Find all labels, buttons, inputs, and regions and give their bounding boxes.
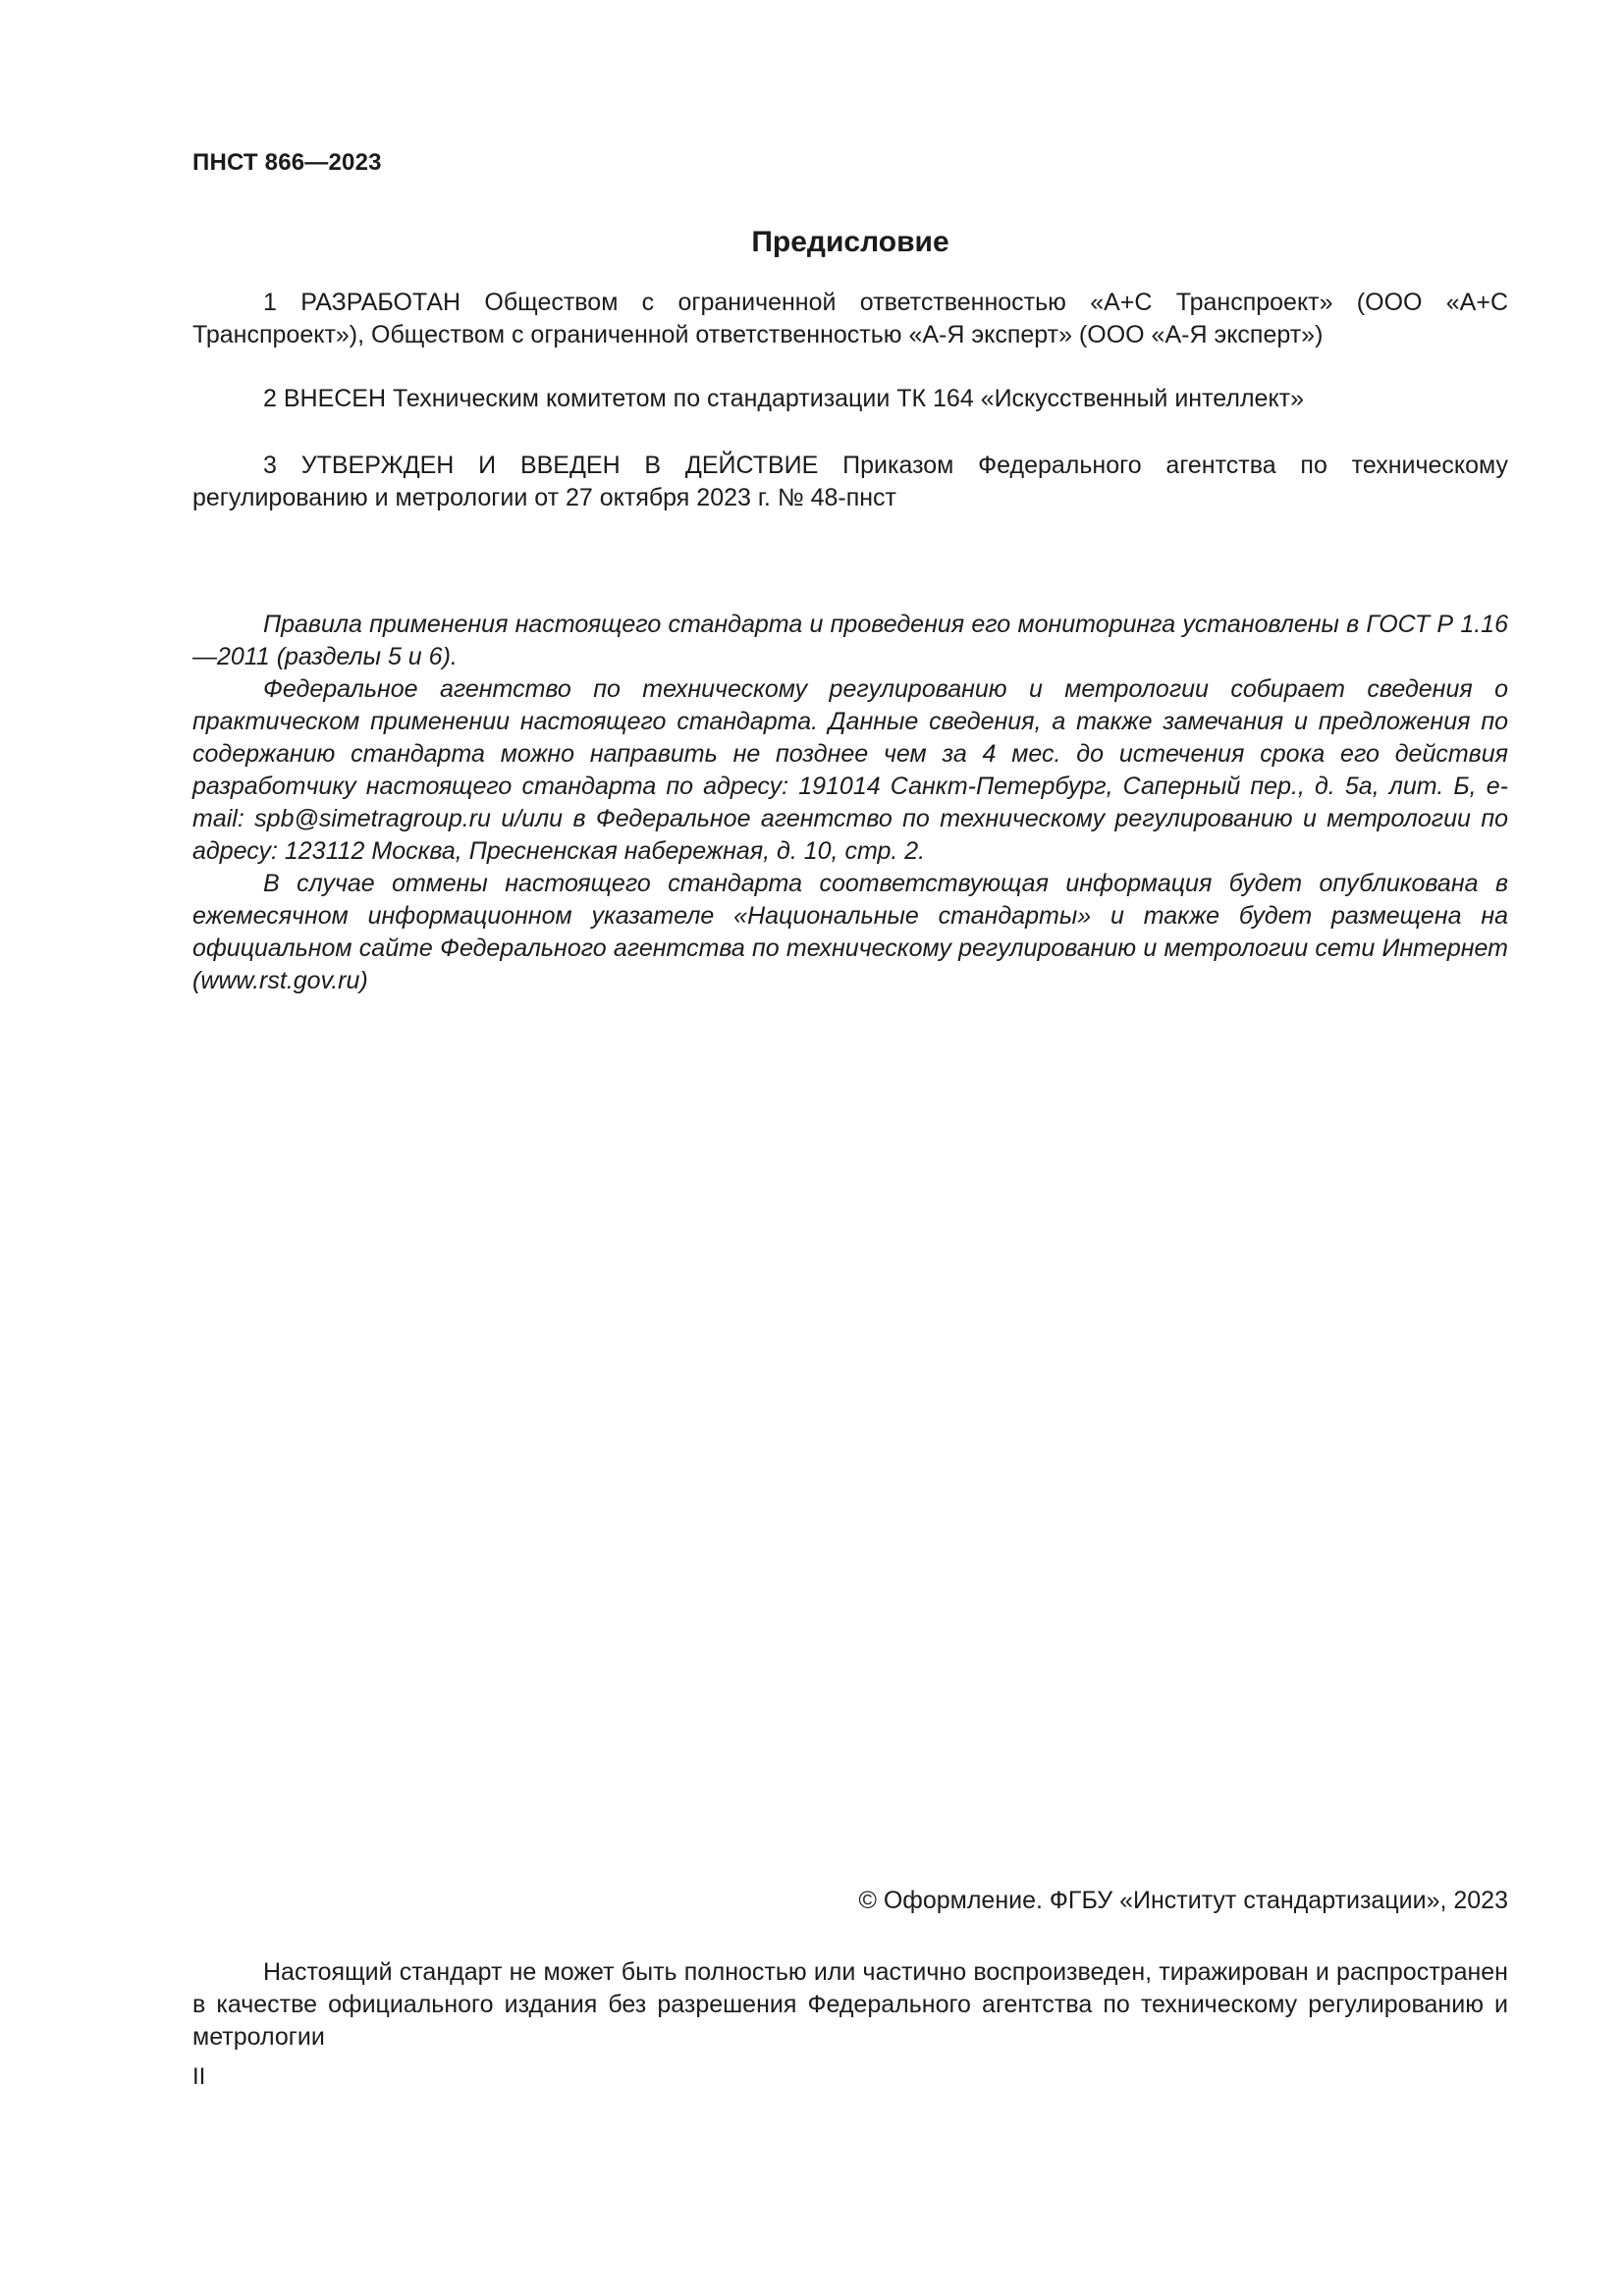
preface-item-2: 2 ВНЕСЕН Техническим комитетом по стандартизации ТК 164 «Искусственный интеллект» bbox=[263, 385, 1305, 412]
preface-item-1: 1 РАЗРАБОТАН Обществом с ограниченной ответственностью «А+С Транспроект» (ООО «А+С Транспроект»), Обществом с ограниченной ответственностью «А-Я эксперт» (ООО «А-Я эксперт») bbox=[192, 289, 1508, 348]
notice-paragraph-1: Правила применения настоящего стандарта и проведения его мониторинга установлены в ГОСТ Р 1.16—2011 (разделы 5 и 6). bbox=[192, 611, 1508, 670]
copyright-line: © Оформление. ФГБУ «Институт стандартизации», 2023 bbox=[858, 1887, 1508, 1914]
preface-title: Предисловие bbox=[751, 226, 949, 258]
preface-item-3: 3 УТВЕРЖДЕН И ВВЕДЕН В ДЕЙСТВИЕ Приказом Федерального агентства по техническому регулированию и метрологии от 27 октября 2023 г. № 48-пнст bbox=[192, 452, 1508, 511]
notice-paragraph-3: В случае отмены настоящего стандарта соответствующая информация будет опубликована в ежемесячном информационном указателе «Национальные стандарты» и также будет размещена на официальном сайте Федерального агентства по техническому регулированию и метрологии сети Интернет (www.rst.gov.ru) bbox=[192, 870, 1508, 994]
rights-notice: Настоящий стандарт не может быть полностью или частично воспроизведен, тиражирован и распространен в качестве официального издания без разрешения Федерального агентства по техническому регулированию и метрологии bbox=[192, 1958, 1508, 2051]
document-code: ПНСТ 866—2023 bbox=[192, 149, 382, 176]
notice-block bbox=[192, 609, 1508, 997]
notice-paragraph-2: Федеральное агентство по техническому регулированию и метрологии собирает сведения о практическом применении настоящего стандарта. Данные сведения, а также замечания и предложения по содержанию стандарта можно направить не позднее чем за 4 мес. до истечения срока его действия разработчику настоящего стандарта по адресу: 191014 Санкт-Петербург, Саперный пер., д. 5а, лит. Б, e-mail: spb@simetragroup.ru и/или в Федеральное агентство по техническому регулированию и метрологии по адресу: 123112 Москва, Пресненская набережная, д. 10, стр. 2. bbox=[192, 675, 1508, 865]
page-number: II bbox=[192, 2063, 206, 2090]
